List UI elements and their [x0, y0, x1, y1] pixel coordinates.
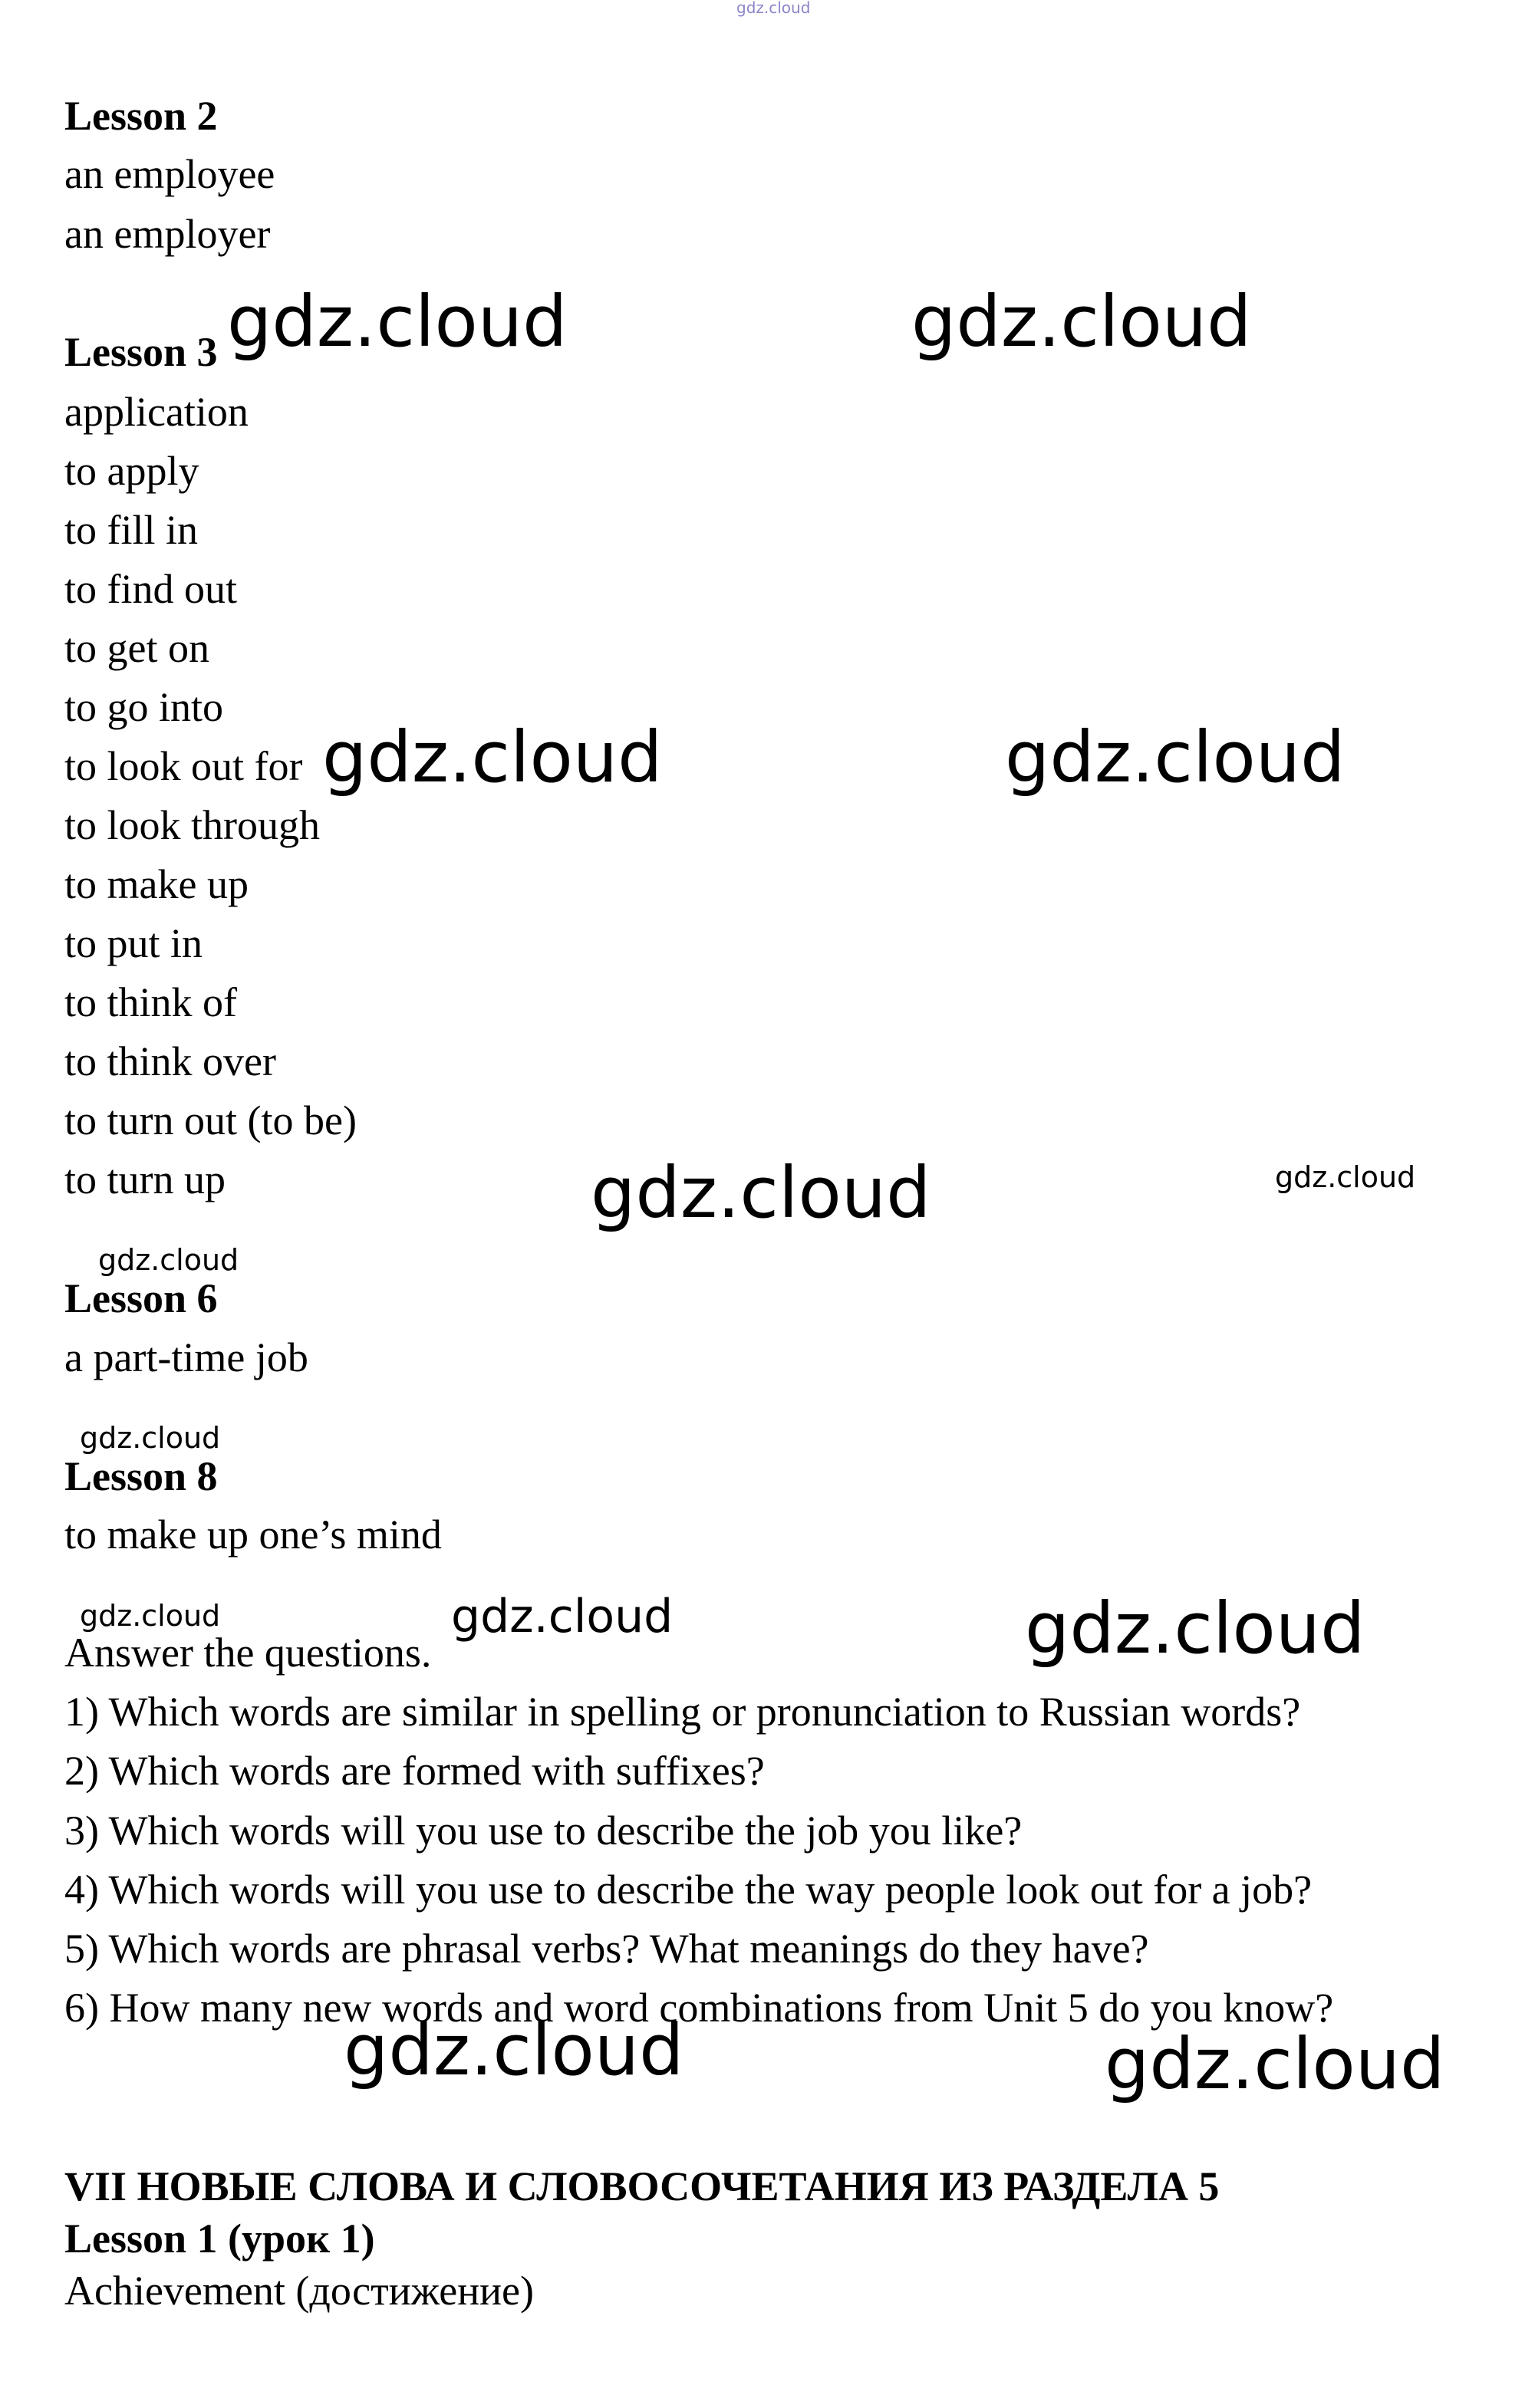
- section-7-heading: VII НОВЫЕ СЛОВА И СЛОВОСОЧЕТАНИЯ ИЗ РАЗДЕЛА 5: [64, 2163, 1220, 2209]
- question-item: 6) How many new words and word combinations from Unit 5 do you know?: [64, 1985, 1334, 2031]
- question-item: 5) Which words are phrasal verbs? What meanings do they have?: [64, 1926, 1149, 1972]
- vocab-item: Achievement (достижение): [64, 2268, 534, 2314]
- watermark-text: gdz.cloud: [227, 281, 568, 363]
- watermark-text: gdz.cloud: [911, 281, 1252, 363]
- top-watermark: gdz.cloud: [736, 0, 811, 17]
- section-7-lesson-heading: Lesson 1 (урок 1): [64, 2216, 375, 2262]
- watermark-text: gdz.cloud: [98, 1243, 239, 1277]
- lesson-3-heading: Lesson 3: [64, 329, 218, 375]
- lesson-6-heading: Lesson 6: [64, 1275, 218, 1321]
- vocab-item: to think of: [64, 979, 237, 1025]
- vocab-item: to find out: [64, 566, 237, 612]
- watermark-text: gdz.cloud: [1025, 1587, 1365, 1669]
- question-item: 2) Which words are formed with suffixes?: [64, 1748, 765, 1794]
- lesson-8-heading: Lesson 8: [64, 1453, 218, 1499]
- vocab-item: an employee: [64, 151, 275, 197]
- vocab-item: application: [64, 389, 249, 435]
- vocab-item: to go into: [64, 684, 224, 730]
- lesson-2-heading: Lesson 2: [64, 93, 218, 139]
- vocab-item: to put in: [64, 920, 203, 966]
- vocab-item: to apply: [64, 448, 199, 494]
- question-item: 3) Which words will you use to describe the job you like?: [64, 1808, 1023, 1854]
- question-item: 4) Which words will you use to describe the way people look out for a job?: [64, 1867, 1313, 1913]
- watermark-text: gdz.cloud: [1105, 2023, 1445, 2105]
- watermark-text: gdz.cloud: [1275, 1160, 1416, 1194]
- questions-intro: Answer the questions.: [64, 1630, 432, 1676]
- watermark-text: gdz.cloud: [344, 2009, 684, 2091]
- question-item: 1) Which words are similar in spelling or pronunciation to Russian words?: [64, 1689, 1301, 1735]
- watermark-text: gdz.cloud: [80, 1599, 221, 1633]
- vocab-item: to make up one’s mind: [64, 1512, 442, 1558]
- watermark-text: gdz.cloud: [451, 1590, 674, 1643]
- watermark-text: gdz.cloud: [80, 1421, 221, 1455]
- watermark-text: gdz.cloud: [591, 1152, 931, 1234]
- vocab-item: to get on: [64, 625, 209, 671]
- vocab-item: to turn up: [64, 1156, 226, 1202]
- vocab-item: to turn out (to be): [64, 1097, 357, 1143]
- vocab-item: a part-time job: [64, 1334, 308, 1380]
- vocab-item: to think over: [64, 1038, 276, 1084]
- vocab-item: to look out for: [64, 743, 303, 789]
- vocab-item: an employer: [64, 211, 271, 257]
- watermark-text: gdz.cloud: [322, 716, 663, 798]
- vocab-item: to fill in: [64, 507, 198, 553]
- vocab-item: to make up: [64, 861, 249, 907]
- vocab-item: to look through: [64, 802, 320, 848]
- watermark-text: gdz.cloud: [1005, 716, 1346, 798]
